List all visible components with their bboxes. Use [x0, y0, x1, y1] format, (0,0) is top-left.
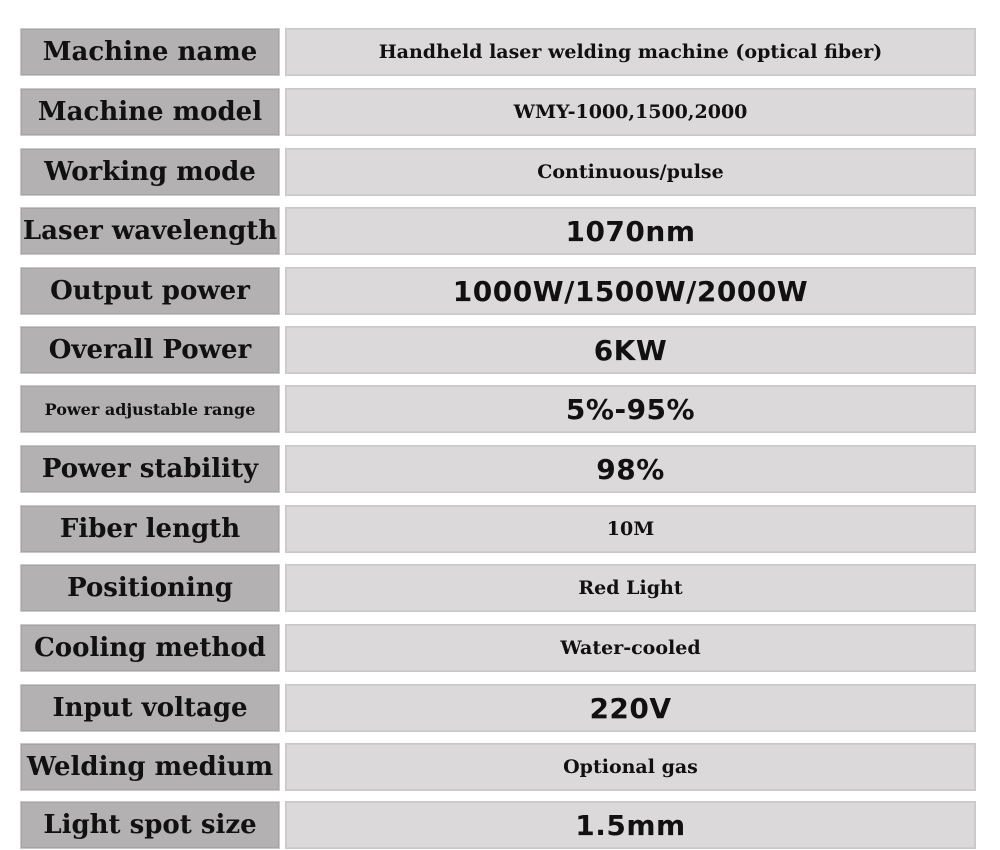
spec-row-fiber-length	[20, 505, 976, 553]
spec-value: Water-cooled	[285, 624, 976, 672]
spec-row-overall-power	[20, 326, 976, 374]
spec-row-positioning	[20, 564, 976, 612]
spec-label: Fiber length	[20, 505, 280, 553]
spec-value: Continuous/pulse	[285, 148, 976, 196]
spec-row-power-adjustable-range	[20, 385, 976, 433]
spec-value: 220V	[285, 684, 976, 732]
spec-value: 10M	[285, 505, 976, 553]
spec-row-machine-name	[20, 28, 976, 76]
spec-label: Output power	[20, 267, 280, 315]
spec-label: Machine name	[20, 28, 280, 76]
spec-value: 1.5mm	[285, 801, 976, 849]
spec-row-output-power	[20, 267, 976, 315]
spec-label: Laser wavelength	[20, 207, 280, 255]
spec-value: 98%	[285, 445, 976, 493]
spec-value: WMY-1000,1500,2000	[285, 88, 976, 136]
spec-row-light-spot-size	[20, 801, 976, 849]
spec-value: Handheld laser welding machine (optical fiber)	[285, 28, 976, 76]
spec-row-working-mode	[20, 148, 976, 196]
spec-row-cooling-method	[20, 624, 976, 672]
spec-row-welding-medium	[20, 743, 976, 791]
spec-row-machine-model	[20, 88, 976, 136]
spec-label: Cooling method	[20, 624, 280, 672]
spec-value: Optional gas	[285, 743, 976, 791]
spec-label: Machine model	[20, 88, 280, 136]
spec-label: Welding medium	[20, 743, 280, 791]
spec-label: Power adjustable range	[20, 385, 280, 433]
spec-row-input-voltage	[20, 684, 976, 732]
spec-value: 1000W/1500W/2000W	[285, 267, 976, 315]
spec-label: Input voltage	[20, 684, 280, 732]
spec-value: Red Light	[285, 564, 976, 612]
spec-label: Working mode	[20, 148, 280, 196]
spec-row-power-stability	[20, 445, 976, 493]
spec-value: 1070nm	[285, 207, 976, 255]
spec-row-laser-wavelength	[20, 207, 976, 255]
spec-label: Light spot size	[20, 801, 280, 849]
spec-value: 6KW	[285, 326, 976, 374]
spec-value: 5%-95%	[285, 385, 976, 433]
spec-label: Power stability	[20, 445, 280, 493]
spec-label: Positioning	[20, 564, 280, 612]
spec-label: Overall Power	[20, 326, 280, 374]
